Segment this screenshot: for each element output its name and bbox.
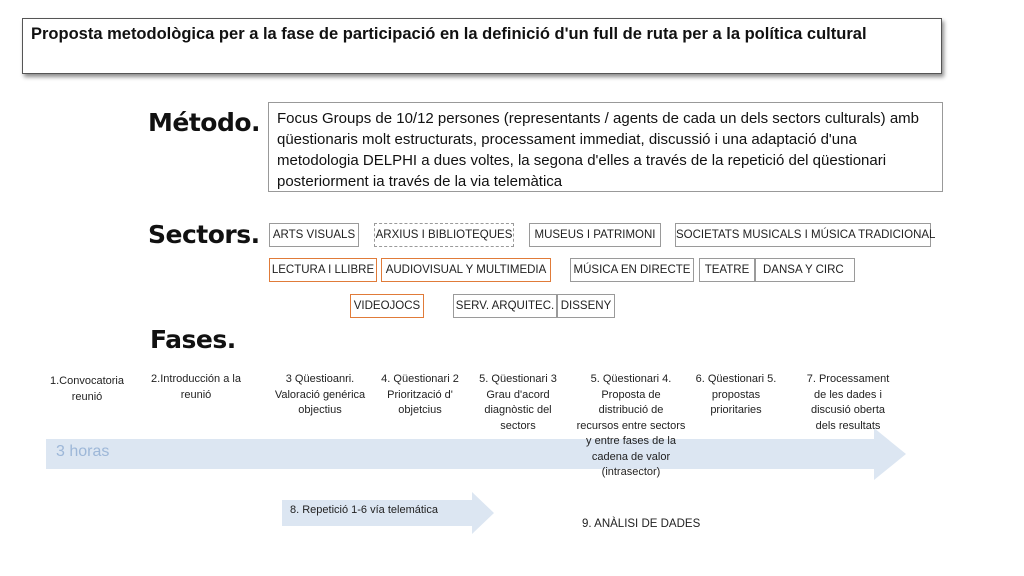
sector-chip-museus-patrimoni: MUSEUS I PATRIMONI (529, 223, 661, 247)
sector-chip-dansa-circ: DANSA Y CIRC (755, 258, 855, 282)
method-heading: Método. (148, 108, 261, 137)
phase-1: 1.Convocatoria reunió (50, 375, 124, 403)
phase-6: 6. Qüestionari 5. propostas prioritaries (695, 373, 777, 416)
phase-4: 4. Qüestionari 2 Priorització d' objetcius (381, 373, 459, 416)
sector-chip-teatre: TEATRE (699, 258, 755, 282)
phase-7: 7. Processament de les dades i discusió oberta dels resultats (806, 373, 890, 432)
phase-3: 3 Qüestioanri. Valoració genérica objectius (274, 373, 366, 416)
sector-chip-audiovisual-multimedia: AUDIOVISUAL Y MULTIMEDIA (381, 258, 551, 282)
phase-5: 5. Qüestionari 3 Grau d'acord diagnòstic del sectors (479, 373, 557, 432)
sector-chip-societats-musicals: SOCIETATS MUSICALS I MÚSICA TRADICIONAL (675, 223, 931, 247)
sector-chip-arxius-biblioteques: ARXIUS I BIBLIOTEQUES (374, 223, 514, 247)
page-title: Proposta metodològica per a la fase de participació en la definició d'un full de ruta per a la política cultural (22, 18, 942, 74)
phase-2: 2.Introducción a la reunió (151, 373, 241, 401)
timeline-arrow (46, 428, 908, 480)
phases-heading: Fases. (150, 325, 236, 354)
method-description: Focus Groups de 10/12 persones (representants / agents de cada un dels sectors culturals) amb qüestionaris molt estructurats, processament immediat, discussió i una adaptació d'una metodologia DELPHI a dues voltes, la segona d'elles a través de la repetició del qüestionari posteriorment ia través de la via telemàtica (268, 102, 943, 192)
phase-5b: 5. Qüestionari 4. Proposta de distribució de recursos entre sectors y entre fases de la cadena de valor (intrasector) (576, 373, 686, 478)
sector-chip-serv-arquitec: SERV. ARQUITEC. (453, 294, 557, 318)
repeat-label: 8. Repetició 1-6 vía telemática (290, 504, 438, 516)
sector-chip-musica-directe: MÚSICA EN DIRECTE (570, 258, 694, 282)
sector-chip-arts-visuals: ARTS VISUALS (269, 223, 359, 247)
sector-chip-lectura-llibre: LECTURA I LLIBRE (269, 258, 377, 282)
sector-chip-videojocs: VIDEOJOCS (350, 294, 424, 318)
sector-chip-disseny: DISSENY (557, 294, 615, 318)
duration-label: 3 horas (56, 443, 110, 460)
sectors-heading: Sectors. (148, 220, 260, 249)
analysis-label: 9. ANÀLISI DE DADES (582, 518, 701, 530)
